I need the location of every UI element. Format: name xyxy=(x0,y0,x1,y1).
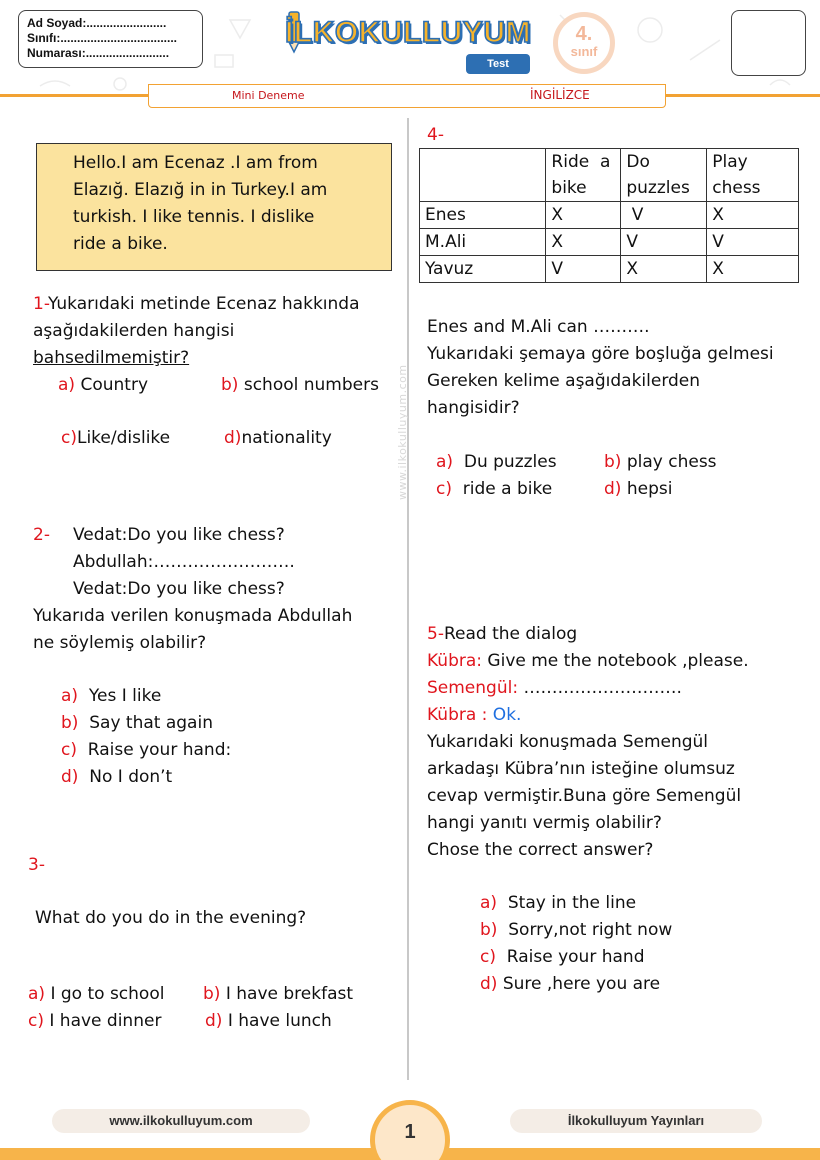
table-cell: X xyxy=(621,256,707,283)
option-text: Raise your hand xyxy=(506,947,645,967)
number-field-label: Numarası:......................... xyxy=(27,46,170,60)
footer-website[interactable]: www.ilkokulluyum.com xyxy=(52,1109,310,1133)
name-field-label: Ad Soyad:........................ xyxy=(27,16,167,30)
q1-option-b[interactable] xyxy=(221,372,379,399)
speaker-name: Kübra : xyxy=(427,705,488,725)
q5-number: 5- xyxy=(427,624,444,644)
table-row xyxy=(420,229,799,256)
reading-passage xyxy=(36,143,392,271)
option-text: hepsi xyxy=(621,479,673,499)
q1-line-1 xyxy=(33,291,360,318)
option-text: I have dinner xyxy=(43,1011,162,1031)
header-ride: Ride a bike xyxy=(551,152,611,198)
q5-option-b[interactable] xyxy=(480,917,672,944)
q3-option-a[interactable] xyxy=(28,981,164,1008)
q5-question-line: Yukarıdaki konuşmada Semengül xyxy=(427,732,709,752)
option-letter: a) xyxy=(58,375,76,395)
site-logo: İLKOKULLUYUM xyxy=(285,16,531,49)
q5-option-c[interactable] xyxy=(480,944,644,971)
q5-question-line: cevap vermiştir.Buna göre Semengül xyxy=(427,786,742,806)
table-cell: X xyxy=(707,202,799,229)
option-text: nationality xyxy=(241,428,332,448)
option-text: Country xyxy=(75,375,149,395)
table-cell: Enes xyxy=(420,202,546,229)
test-badge: Test xyxy=(466,54,530,74)
q4-option-d[interactable] xyxy=(604,476,672,503)
dialog-text: Ok. xyxy=(487,705,522,725)
table-cell: Yavuz xyxy=(420,256,546,283)
q2-dialog-line: Vedat:Do you like chess? xyxy=(73,525,285,545)
q1-option-d[interactable] xyxy=(224,425,332,452)
option-letter: c) xyxy=(61,428,77,448)
option-letter: a) xyxy=(436,452,454,472)
option-text: I have lunch xyxy=(222,1011,332,1031)
q3-option-c[interactable] xyxy=(28,1008,161,1035)
q5-title: Read the dialog xyxy=(443,624,578,644)
q1-text: Yukarıdaki metinde Ecenaz hakkında xyxy=(47,294,360,314)
page-number: 1 xyxy=(370,1100,450,1160)
passage-line: turkish. I like tennis. I dislike xyxy=(73,207,315,227)
q5-dialog-line xyxy=(427,702,521,729)
q3-question: What do you do in the evening? xyxy=(35,908,307,928)
q4-option-b[interactable] xyxy=(604,449,717,476)
photo-box xyxy=(731,10,806,76)
class-field-label: Sınıfı:................................... xyxy=(27,31,178,45)
exam-title: Mini Deneme xyxy=(232,89,305,102)
table-cell: X xyxy=(707,256,799,283)
q2-option-a[interactable] xyxy=(61,683,161,710)
q4-option-a[interactable] xyxy=(436,449,557,476)
q1-number: 1- xyxy=(33,294,48,314)
option-letter: d) xyxy=(480,974,498,994)
option-text: Like/dislike xyxy=(76,428,171,448)
q1-option-a[interactable] xyxy=(58,372,148,399)
option-letter: b) xyxy=(480,920,498,940)
option-text: Stay in the line xyxy=(507,893,637,913)
q2-question-line: Yukarıda verilen konuşmada Abdullah xyxy=(33,606,353,626)
q5-option-d[interactable] xyxy=(480,971,660,998)
table-cell: X xyxy=(546,229,621,256)
table-header-row xyxy=(420,149,799,202)
q4-option-c[interactable] xyxy=(436,476,552,503)
subject-label: İNGİLİZCE xyxy=(530,88,590,102)
option-text: Sorry,not right now xyxy=(508,920,673,940)
footer-publisher: İlkokulluyum Yayınları xyxy=(510,1109,762,1133)
q3-option-d[interactable] xyxy=(205,1008,332,1035)
table-cell: X xyxy=(546,202,621,229)
q2-option-b[interactable] xyxy=(61,710,213,737)
option-text: Raise your hand: xyxy=(87,740,232,760)
q5-title-line xyxy=(427,621,577,648)
table-cell: V xyxy=(707,229,799,256)
table-header-cell xyxy=(707,149,799,202)
option-letter: d) xyxy=(61,767,79,787)
option-letter: a) xyxy=(61,686,79,706)
q3-number: 3- xyxy=(28,855,45,875)
table-header-cell xyxy=(546,149,621,202)
table-header-cell xyxy=(621,149,707,202)
option-letter: b) xyxy=(221,375,239,395)
option-letter: a) xyxy=(28,984,46,1004)
table-cell: M.Ali xyxy=(420,229,546,256)
speaker-name: Semengül: xyxy=(427,678,519,698)
dialog-text: ………………………. xyxy=(518,678,682,698)
option-letter: c) xyxy=(480,947,496,967)
q2-option-c[interactable] xyxy=(61,737,231,764)
option-letter: d) xyxy=(205,1011,223,1031)
watermark-text: www.ilkokulluyum.com xyxy=(396,364,409,500)
column-divider xyxy=(407,118,409,1080)
grade-badge xyxy=(553,12,615,74)
q3-option-b[interactable] xyxy=(203,981,353,1008)
option-letter: d) xyxy=(604,479,622,499)
option-letter: a) xyxy=(480,893,498,913)
q2-dialog-line: Abdullah:……………………. xyxy=(73,552,295,572)
option-text: school numbers xyxy=(238,375,379,395)
option-letter: b) xyxy=(203,984,221,1004)
table-row xyxy=(420,202,799,229)
dialog-text: Give me the notebook ,please. xyxy=(482,651,749,671)
option-text: Du puzzles xyxy=(463,452,557,472)
option-text: Yes I like xyxy=(88,686,162,706)
q4-line: Gereken kelime aşağıdakilerden xyxy=(427,371,701,391)
q2-number: 2- xyxy=(33,525,50,545)
q1-line-3: bahsedilmemiştir? xyxy=(33,348,190,368)
option-letter: c) xyxy=(436,479,452,499)
q2-option-d[interactable] xyxy=(61,764,172,791)
q5-question-line: Chose the correct answer? xyxy=(427,840,654,860)
table-cell: V xyxy=(621,229,707,256)
passage-line: Elazığ. Elazığ in in Turkey.I am xyxy=(73,180,328,200)
q5-option-a[interactable] xyxy=(480,890,636,917)
q5-dialog-line xyxy=(427,648,749,675)
activity-table xyxy=(419,148,799,283)
header-chess: Play chess xyxy=(712,152,761,198)
table-row xyxy=(420,256,799,283)
q2-dialog-line: Vedat:Do you like chess? xyxy=(73,579,285,599)
q5-question-line: arkadaşı Kübra’nın isteğine olumsuz xyxy=(427,759,735,779)
grade-number: 4. xyxy=(575,23,593,45)
option-text: No I don’t xyxy=(89,767,173,787)
q1-line-2: aşağıdakilerden hangisi xyxy=(33,321,235,341)
option-letter: b) xyxy=(604,452,622,472)
option-text: Sure ,here you are xyxy=(497,974,661,994)
table-cell: V xyxy=(546,256,621,283)
option-text: I have brekfast xyxy=(220,984,354,1004)
option-text: ride a bike xyxy=(462,479,553,499)
passage-line: Hello.I am Ecenaz .I am from xyxy=(73,153,318,173)
q4-number: 4- xyxy=(427,125,444,145)
header-puzzles: Do puzzles xyxy=(626,152,690,198)
speaker-name: Kübra: xyxy=(427,651,483,671)
option-letter: c) xyxy=(61,740,77,760)
q1-option-c[interactable] xyxy=(61,425,170,452)
option-text: Say that again xyxy=(89,713,213,733)
passage-line: ride a bike. xyxy=(73,234,168,254)
option-letter: b) xyxy=(61,713,79,733)
table-header-cell xyxy=(420,149,546,202)
q5-question-line: hangi yanıtı vermiş olabilir? xyxy=(427,813,662,833)
q4-line: Yukarıdaki şemaya göre boşluğa gelmesi xyxy=(427,344,774,364)
q2-question-line: ne söylemiş olabilir? xyxy=(33,633,207,653)
student-info-box[interactable] xyxy=(18,10,203,68)
option-letter: d) xyxy=(224,428,242,448)
option-text: I go to school xyxy=(45,984,165,1004)
q4-line: hangisidir? xyxy=(427,398,520,418)
option-letter: c) xyxy=(28,1011,44,1031)
table-cell: V xyxy=(621,202,707,229)
q5-dialog-line xyxy=(427,675,682,702)
grade-label: sınıf xyxy=(570,44,598,59)
option-text: play chess xyxy=(621,452,717,472)
q4-line: Enes and M.Ali can ………. xyxy=(427,317,650,337)
